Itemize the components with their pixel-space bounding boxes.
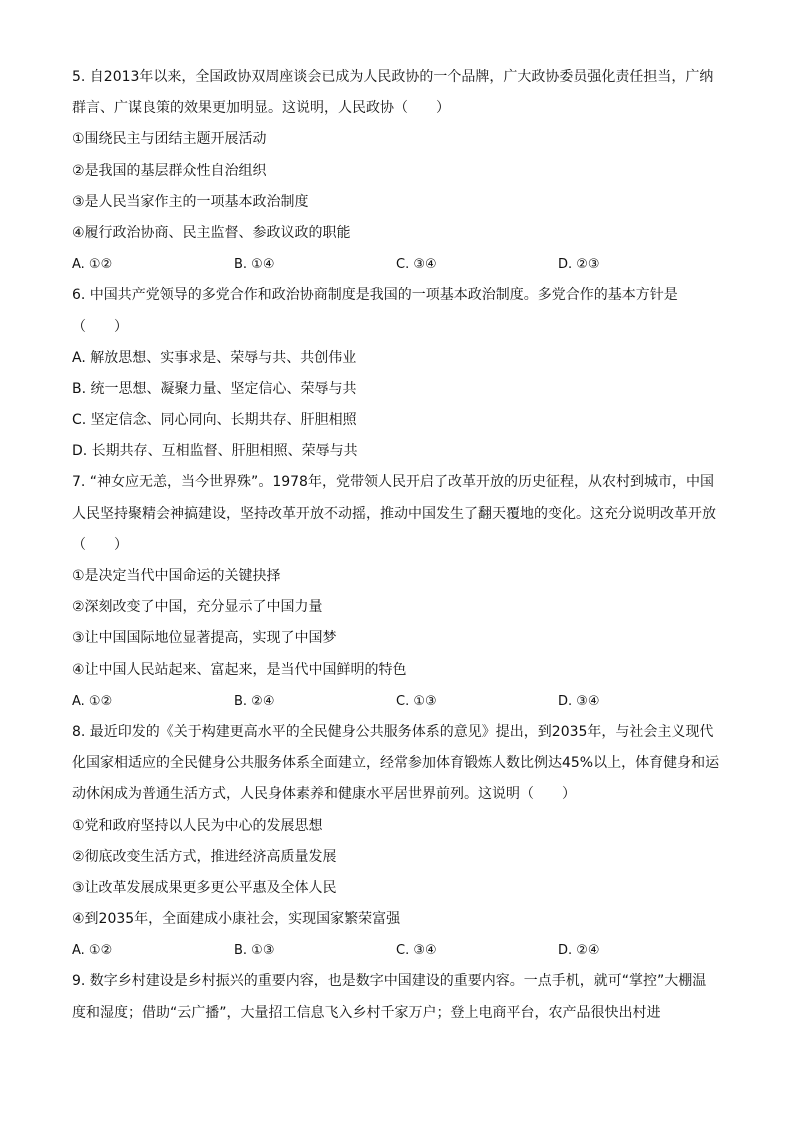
q8-item-2: ②彻底改变生活方式，推进经济高质量发展 [72,848,337,865]
q9-stem-line-2: 度和湿度；借助“云广播”，大量招工信息飞入乡村千家万户；登上电商平台，农产品很快出村进 [72,1004,661,1021]
q7-options [72,686,728,717]
q7-stem-line-2: 人民坚持聚精会神搞建设，坚持改革开放不动摇，推动中国发生了翻天覆地的变化。这充分说明改革开放 [72,505,716,522]
q6-choice-d: D. 长期共存、互相监督、肝胆相照、荣辱与共 [72,443,358,460]
q5-option-c: C. ③④ [396,257,437,273]
q6-choice-a: A. 解放思想、实事求是、荣辱与共、共创伟业 [72,349,357,366]
q7-option-d: D. ③④ [558,693,600,709]
q8-option-d: D. ②④ [558,943,600,959]
q7-option-b: B. ②④ [234,693,275,709]
q8-item-4: ④到2035年，全面建成小康社会，实现国家繁荣富强 [72,911,401,928]
q7-item-2: ②深刻改变了中国，充分显示了中国力量 [72,599,323,616]
q5-option-a: A. ①② [72,257,113,273]
q8-options [72,935,728,966]
q5-item-4: ④履行政治协商、民主监督、参政议政的职能 [72,224,351,241]
q6-stem-line-1: 6. 中国共产党领导的多党合作和政治协商制度是我国的一项基本政治制度。多党合作的基本方针是 [72,287,678,304]
q8-item-3: ③让改革发展成果更多更公平惠及全体人民 [72,879,337,896]
question-5 [72,62,728,280]
q9-stem-line-1: 9. 数字乡村建设是乡村振兴的重要内容，也是数字中国建设的重要内容。一点手机，就可“掌控”大棚温 [72,973,707,990]
q7-option-c: C. ①③ [396,693,437,709]
question-8 [72,717,728,967]
question-6 [72,280,728,467]
q8-option-a: A. ①② [72,943,113,959]
q8-stem-line-1: 8. 最近印发的《关于构建更高水平的全民健身公共服务体系的意见》提出，到2035年，与社会主义现代 [72,723,714,740]
q5-option-d: D. ②③ [558,257,600,273]
q7-stem-line-1: 7. “神女应无恙，当今世界殊”。1978年，党带领人民开启了改革开放的历史征程，从农村到城市，中国 [72,474,714,491]
q5-item-2: ②是我国的基层群众性自治组织 [72,162,267,179]
q5-option-b: B. ①④ [234,257,275,273]
q7-item-4: ④让中国人民站起来、富起来，是当代中国鲜明的特色 [72,661,407,678]
q7-stem-line-3: （ ） [72,536,128,553]
q8-option-b: B. ①③ [234,943,275,959]
q8-item-1: ①党和政府坚持以人民为中心的发展思想 [72,817,323,834]
q5-options [72,249,728,280]
q7-item-1: ①是决定当代中国命运的关键抉择 [72,568,281,584]
q8-stem-line-3: 动休闲成为普通生活方式，人民身体素养和健康水平居世界前列。这说明（ ） [72,786,576,803]
q6-choice-c: C. 坚定信念、同心同向、长期共存、肝胆相照 [72,412,357,429]
exam-page [72,62,728,1029]
q7-item-3: ③让中国国际地位显著提高，实现了中国梦 [72,630,337,647]
q7-option-a: A. ①② [72,693,113,709]
q5-stem-line-2: 群言、广谋良策的效果更加明显。这说明，人民政协（ ） [72,100,450,117]
q5-item-3: ③是人民当家作主的一项基本政治制度 [72,193,309,210]
question-7 [72,467,728,717]
q5-stem-line-1: 5. 自2013年以来，全国政协双周座谈会已成为人民政协的一个品牌，广大政协委员强化责任担当，广纳 [72,69,714,85]
q8-option-c: C. ③④ [396,943,437,959]
question-9 [72,966,728,1028]
q6-stem-line-2: （ ） [72,318,128,335]
q5-item-1: ①围绕民主与团结主题开展活动 [72,131,267,148]
q6-choice-b: B. 统一思想、凝聚力量、坚定信心、荣辱与共 [72,380,357,397]
q8-stem-line-2: 化国家相适应的全民健身公共服务体系全面建立，经常参加体育锻炼人数比例达45%以上，体育健身和运 [72,755,720,772]
